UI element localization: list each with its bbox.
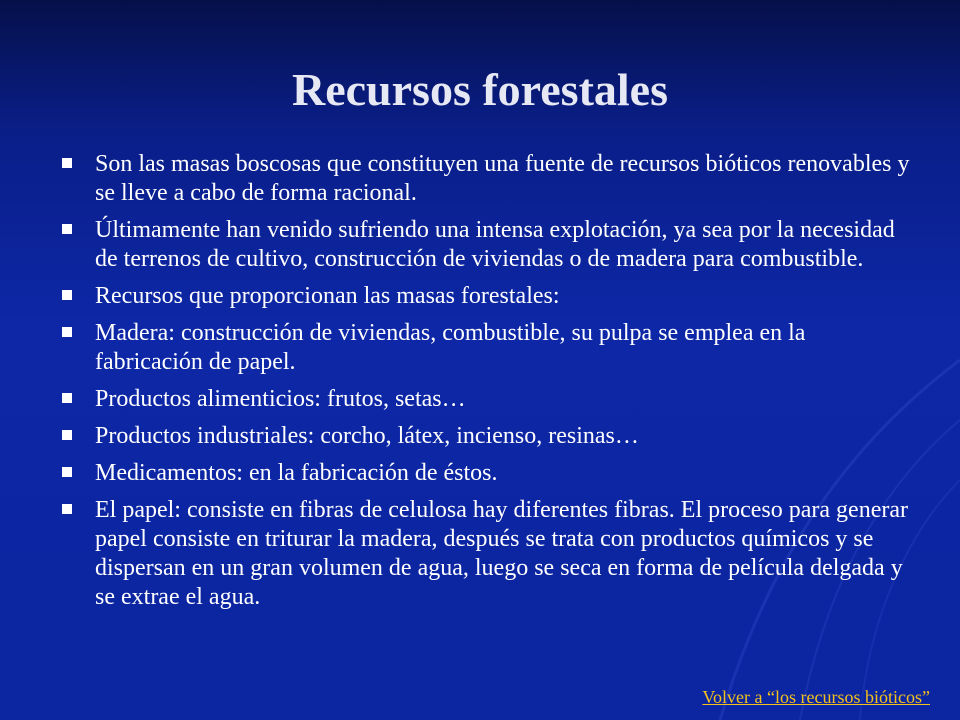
square-bullet-icon bbox=[62, 290, 72, 300]
bullet-list bbox=[0, 150, 960, 620]
bullet-text: Productos industriales: corcho, látex, incienso, resinas… bbox=[95, 423, 639, 449]
bullet-item bbox=[0, 282, 960, 311]
bullet-text: Últimamente han venido sufriendo una intensa explotación, ya sea por la necesidad de terrenos de cultivo, construcción de viviendas o de madera para combustible. bbox=[95, 217, 895, 272]
bullet-item bbox=[0, 216, 960, 274]
square-bullet-icon bbox=[62, 430, 72, 440]
bullet-text: Recursos que proporcionan las masas forestales: bbox=[95, 283, 560, 309]
bullet-text: Son las masas boscosas que constituyen una fuente de recursos bióticos renovables y se lleve a cabo de forma racional. bbox=[95, 151, 910, 206]
bullet-text: El papel: consiste en fibras de celulosa hay diferentes fibras. El proceso para generar papel consiste en triturar la madera, después se trata con productos químicos y se dispersan en un gran volumen de agua, luego se seca en forma de película delgada y se extrae el agua. bbox=[95, 497, 908, 610]
bullet-text: Medicamentos: en la fabricación de éstos. bbox=[95, 460, 498, 486]
square-bullet-icon bbox=[62, 393, 72, 403]
bullet-text: Productos alimenticios: frutos, setas… bbox=[95, 386, 466, 412]
square-bullet-icon bbox=[62, 327, 72, 337]
bullet-item bbox=[0, 319, 960, 377]
bullet-item bbox=[0, 422, 960, 451]
back-to-biotic-resources-link[interactable]: Volver a “los recursos bióticos” bbox=[702, 687, 930, 707]
bullet-item bbox=[0, 459, 960, 488]
bullet-item bbox=[0, 385, 960, 414]
square-bullet-icon bbox=[62, 158, 72, 168]
square-bullet-icon bbox=[62, 224, 72, 234]
square-bullet-icon bbox=[62, 467, 72, 477]
bullet-item bbox=[0, 150, 960, 208]
slide-title: Recursos forestales bbox=[292, 64, 668, 115]
bullet-item bbox=[0, 496, 960, 612]
bullet-text: Madera: construcción de viviendas, combustible, su pulpa se emplea en la fabricación de papel. bbox=[95, 320, 806, 375]
square-bullet-icon bbox=[62, 504, 72, 514]
